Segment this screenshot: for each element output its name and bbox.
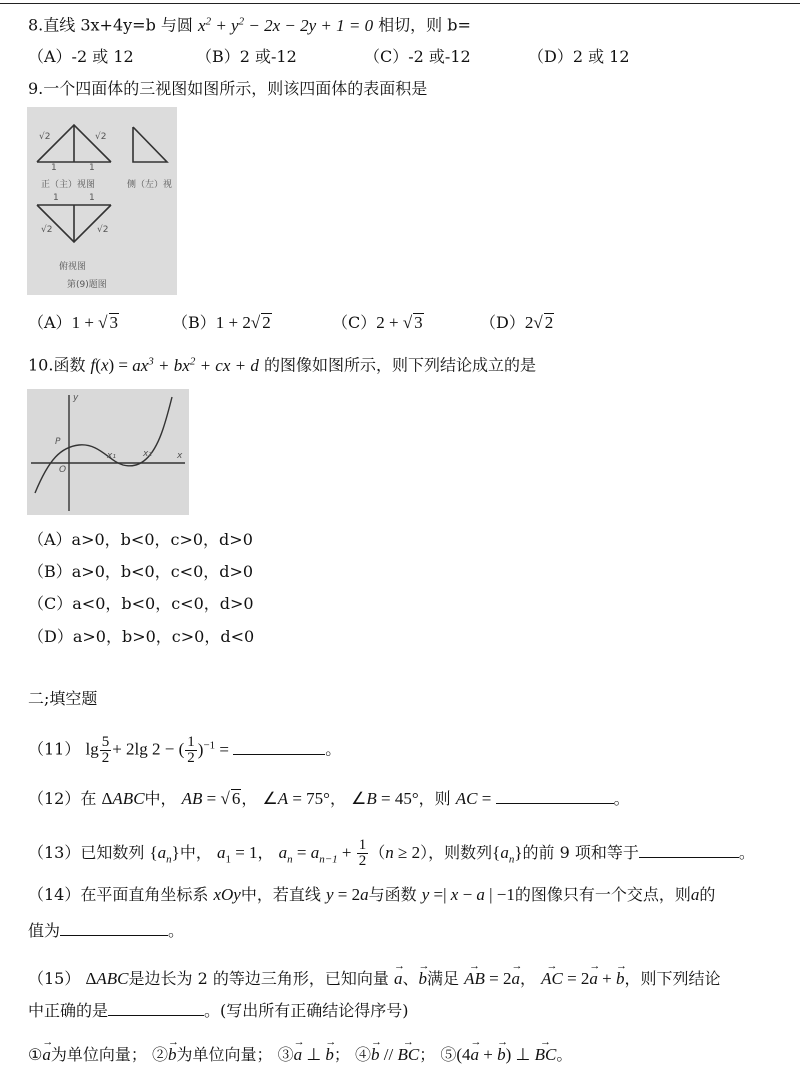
fig10-x2-label: x₂ — [143, 449, 152, 459]
fig9-mark-6: 1 — [89, 193, 95, 203]
q9-option-d[interactable]: （D）2√ 2 — [480, 313, 554, 332]
fig10-p-label: P — [55, 437, 61, 447]
fig9-front-label: 正（主）视图 — [41, 180, 96, 190]
fig9-mark-8: √2 — [97, 225, 109, 235]
q10-option-a[interactable]: （A）a>0，b<0，c>0，d>0 — [28, 530, 253, 549]
fraction-5-2: $\frac{5}{2}$ — [101, 733, 110, 766]
fig9-mark-5: 1 — [53, 193, 59, 203]
q15-line1: （15） ΔABC是边长为 2 的等边三角形，已知向量 → a、→ b满足 → AB = 2→ a， → AC = 2→ a + → b，则下列结论 — [28, 968, 721, 990]
q8-option-c[interactable]: （C）-2 或-12 — [364, 47, 471, 66]
q14-line2: 值为 。 — [28, 921, 185, 940]
fraction-1-2: $\frac{1}{2}$ — [187, 733, 195, 766]
top-rule — [0, 3, 800, 4]
fig10-x1-label: x₁ — [107, 451, 116, 461]
cubic-function: f — [90, 355, 96, 375]
q8-option-a[interactable]: （A）-2 或 12 — [28, 47, 134, 66]
q13-answer-blank[interactable] — [639, 843, 739, 858]
fig9-top-label: 俯视图 — [59, 262, 87, 272]
q12-answer-blank[interactable] — [496, 789, 614, 804]
q8-option-b[interactable]: （B）2 或-12 — [196, 47, 297, 66]
fraction-1-2b: $\frac{1}{2}$ — [358, 837, 367, 869]
q8-stem: 8.直线 3x+4y=b 与圆 $x^2 + y^2 - 2x - 2y + 1 = 0$ 相切，则 b= — [28, 15, 471, 35]
q15-answer-blank[interactable] — [108, 1001, 204, 1016]
fig10-origin-label: O — [59, 465, 67, 475]
q13: （13）已知数列 $\{a_n\}$中， $a_1 = 1$， $a_n = a_{n-1}$ + $\frac{1}{2}$ （n ≥ 2），则数列$\{a_n\}$的前 9 项和等于 。 — [28, 837, 755, 869]
fig9-mark-1: √2 — [39, 132, 51, 142]
fig9-mark-2: √2 — [95, 132, 107, 142]
q9-three-view-figure — [27, 107, 177, 295]
q10-graph-figure — [27, 389, 189, 515]
q9-stem: 9.一个四面体的三视图如图所示，则该四面体的表面积是 — [28, 79, 428, 98]
q10-option-d[interactable]: （D）a>0，b>0，c>0，d<0 — [28, 627, 255, 646]
q8-option-d[interactable]: （D）2 或 12 — [528, 47, 630, 66]
q14-answer-blank[interactable] — [60, 921, 168, 936]
fig9-mark-4: 1 — [89, 163, 95, 173]
q9-option-a[interactable]: （A）1 + √ 3 — [28, 313, 118, 332]
fig10-x-label: x — [177, 451, 183, 461]
q14-line1: （14）在平面直角坐标系 xOy中，若直线 y = 2a与函数 y =| x − a | −1的图像只有一个交点，则a的 — [28, 885, 716, 904]
fig9-mark-7: √2 — [41, 225, 53, 235]
fig9-caption: 第(9)题图 — [67, 280, 107, 290]
q10-option-c[interactable]: （C）a<0，b<0，c<0，d>0 — [28, 594, 254, 613]
circle-equation: $x^2 + y^2 - 2x - 2y + 1 = 0$ — [198, 15, 374, 35]
q10-option-b[interactable]: （B）a>0，b<0，c<0，d>0 — [28, 562, 254, 581]
q15-choices: ①→ a为单位向量； ②→ b为单位向量； ③→ a ⊥ → b； ④→ b // → BC； ⑤(4→ a + → b) ⊥ → BC。 — [28, 1044, 572, 1066]
q12: （12）在 ΔABC中， AB = √ 6， ∠A = 75°， ∠B = 45°，则 AC = 。 — [28, 789, 630, 808]
q11-answer-blank[interactable] — [233, 740, 325, 755]
q15-line2: 中正确的是 。(写出所有正确结论得序号) — [28, 1001, 409, 1020]
q10-stem: 10.函数 $f(x) = ax^3 + bx^2$ + cx + d 的图像如图所示，则下列结论成立的是 — [28, 355, 536, 375]
fig9-mark-3: 1 — [51, 163, 57, 173]
q11: （11） lg $\frac{5}{2}$ + 2lg 2 − ( $\frac{1}{2}$ )$^{-1}$ = 。 — [28, 733, 342, 766]
q9-option-c[interactable]: （C）2 + √ 3 — [332, 313, 423, 332]
fig10-y-label: y — [73, 393, 79, 403]
fig9-side-label: 侧（左）视 — [127, 180, 173, 190]
section-title: 二;填空题 — [28, 689, 98, 708]
q9-option-b[interactable]: （B）1 + 2√ 2 — [172, 313, 271, 332]
